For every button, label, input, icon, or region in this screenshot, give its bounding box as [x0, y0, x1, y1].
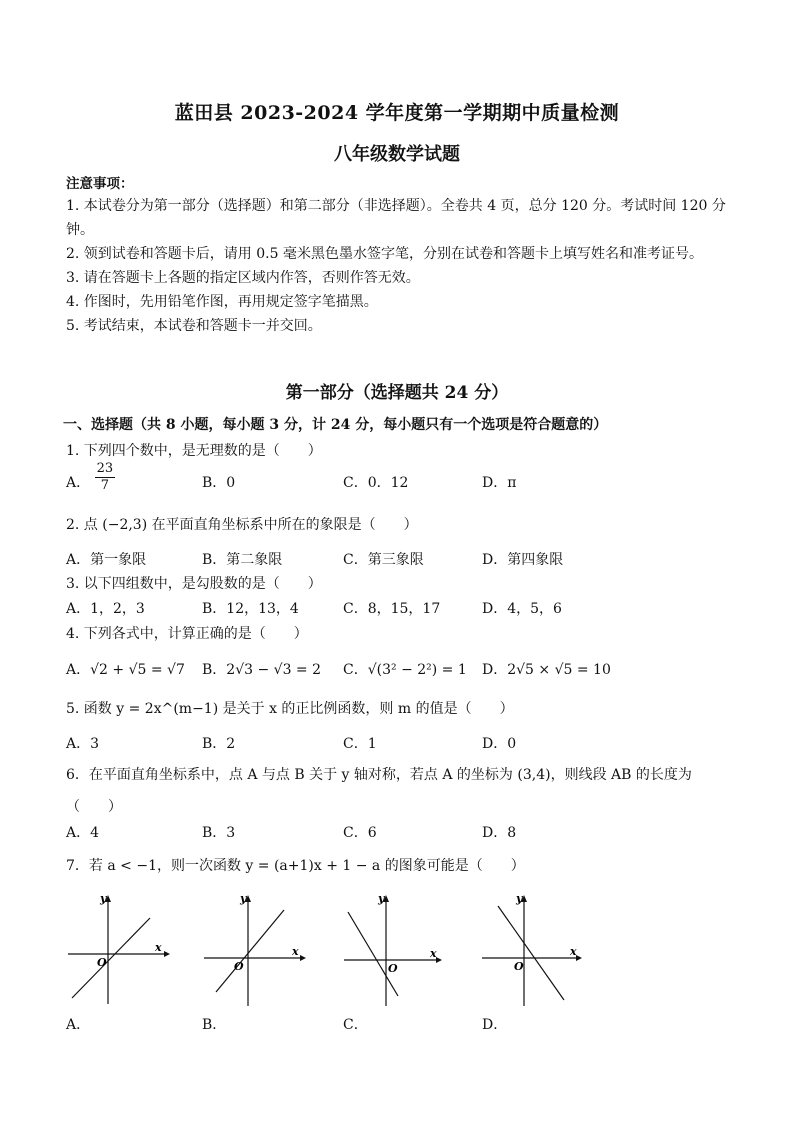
option-c[interactable]: C．1 — [343, 736, 377, 752]
x-label: x — [292, 945, 299, 958]
function-line — [498, 906, 564, 1000]
option-a[interactable]: A．√2 + √5 = √7 — [66, 662, 185, 678]
option-a[interactable]: A．第一象限 — [66, 552, 147, 568]
option-b[interactable]: B．第二象限 — [202, 552, 283, 568]
option-c[interactable]: C．6 — [343, 825, 377, 841]
origin-label: O — [234, 960, 244, 973]
option-d[interactable]: D．π — [482, 475, 517, 491]
question-6-stem: 6．在平面直角坐标系中，点 A 与点 B 关于 y 轴对称，若点 A 的坐标为 (3,4)，则线段 AB 的长度为 — [66, 767, 692, 783]
y-label: y — [516, 892, 523, 905]
exam-subtitle: 八年级数学试题 — [334, 144, 460, 165]
question-2-stem: 2. 点 (−2,3) 在平面直角坐标系中所在的象限是（ ） — [66, 517, 418, 533]
x-axis-arrow — [576, 955, 582, 961]
notes-block — [66, 174, 736, 338]
x-label: x — [570, 945, 577, 958]
notes-heading: 注意事项： — [66, 176, 134, 192]
part-title: 第一部分（选择题共 24 分） — [285, 383, 509, 403]
option-c[interactable]: C．第三象限 — [343, 552, 424, 568]
exam-title: 蓝田县 2023-2024 学年度第一学期期中质量检测 — [174, 102, 620, 124]
option-b[interactable]: B．2 — [202, 736, 236, 752]
graph-a — [64, 888, 174, 1008]
option-a[interactable]: A．3 — [66, 736, 100, 752]
origin-label: O — [388, 962, 398, 975]
option-c[interactable]: C． — [343, 1017, 368, 1033]
y-label: y — [100, 892, 107, 905]
note-item: 3. 请在答题卡上各题的指定区域内作答，否则作答无效。 — [66, 270, 420, 286]
note-item: 4. 作图时，先用铅笔作图，再用规定签字笔描黑。 — [66, 294, 378, 310]
option-b[interactable]: B． — [202, 1017, 227, 1033]
question-1-stem: 1. 下列四个数中，是无理数的是（ ） — [66, 443, 322, 459]
function-line — [72, 918, 150, 998]
y-label: y — [378, 892, 385, 905]
option-b[interactable]: B．3 — [202, 825, 236, 841]
option-d[interactable]: D．4，5，6 — [482, 601, 562, 617]
y-label: y — [240, 892, 247, 905]
origin-label: O — [514, 960, 524, 973]
function-line — [216, 910, 284, 992]
option-a[interactable]: A．1，2，3 — [66, 601, 145, 617]
origin-label: O — [97, 956, 107, 969]
function-line — [348, 912, 398, 996]
fraction: $\frac{23}{7}$ — [96, 460, 114, 493]
x-axis-arrow — [300, 955, 306, 961]
option-a[interactable]: A． $\frac{23}{7}$ — [66, 460, 114, 493]
option-a[interactable]: A．4 — [66, 825, 100, 841]
x-axis-arrow — [436, 957, 442, 963]
question-3-stem: 3. 以下四组数中，是勾股数的是（ ） — [66, 576, 322, 592]
question-6-stem-cont: （ ） — [66, 799, 122, 815]
section-heading: 一、选择题（共 8 小题，每小题 3 分，计 24 分，每小题只有一个选项是符合题意的） — [63, 417, 608, 433]
option-b[interactable]: B．12，13，4 — [202, 601, 299, 617]
option-c[interactable]: C．√(3² − 2²) = 1 — [343, 662, 467, 678]
note-item: 1. 本试卷分为第一部分（选择题）和第二部分（非选择题）。全卷共 4 页，总分 120 分。考试时间 120 分钟。 — [66, 198, 726, 238]
option-d[interactable]: D．第四象限 — [482, 552, 564, 568]
x-label: x — [430, 947, 437, 960]
x-axis-arrow — [164, 951, 170, 957]
graph-b — [200, 888, 310, 1008]
note-item: 2. 领到试卷和答题卡后，请用 0.5 毫米黑色墨水签字笔，分别在试卷和答题卡上填写姓名和准考证号。 — [66, 246, 703, 262]
question-5-stem: 5. 函数 y = 2x^(m−1) 是关于 x 的正比例函数，则 m 的值是（ ） — [66, 701, 514, 717]
x-label: x — [155, 941, 162, 954]
note-item: 5. 考试结束，本试卷和答题卡一并交回。 — [66, 318, 322, 334]
option-d[interactable]: D．0 — [482, 736, 517, 752]
question-4-stem: 4. 下列各式中，计算正确的是（ ） — [66, 626, 308, 642]
option-d[interactable]: D．2√5 × √5 = 10 — [482, 662, 611, 678]
option-d[interactable]: D． — [482, 1017, 508, 1033]
option-c[interactable]: C．0．12 — [343, 475, 409, 491]
graph-c — [340, 888, 450, 1008]
option-b[interactable]: B．2√3 − √3 = 2 — [202, 662, 322, 678]
graph-d — [478, 888, 588, 1008]
question-7-stem: 7．若 a < −1，则一次函数 y = (a+1)x + 1 − a 的图象可能是（ ） — [66, 858, 525, 874]
option-c[interactable]: C．8，15，17 — [343, 601, 441, 617]
option-d[interactable]: D．8 — [482, 825, 517, 841]
option-b[interactable]: B．0 — [202, 475, 236, 491]
option-a[interactable]: A． — [66, 1017, 91, 1033]
